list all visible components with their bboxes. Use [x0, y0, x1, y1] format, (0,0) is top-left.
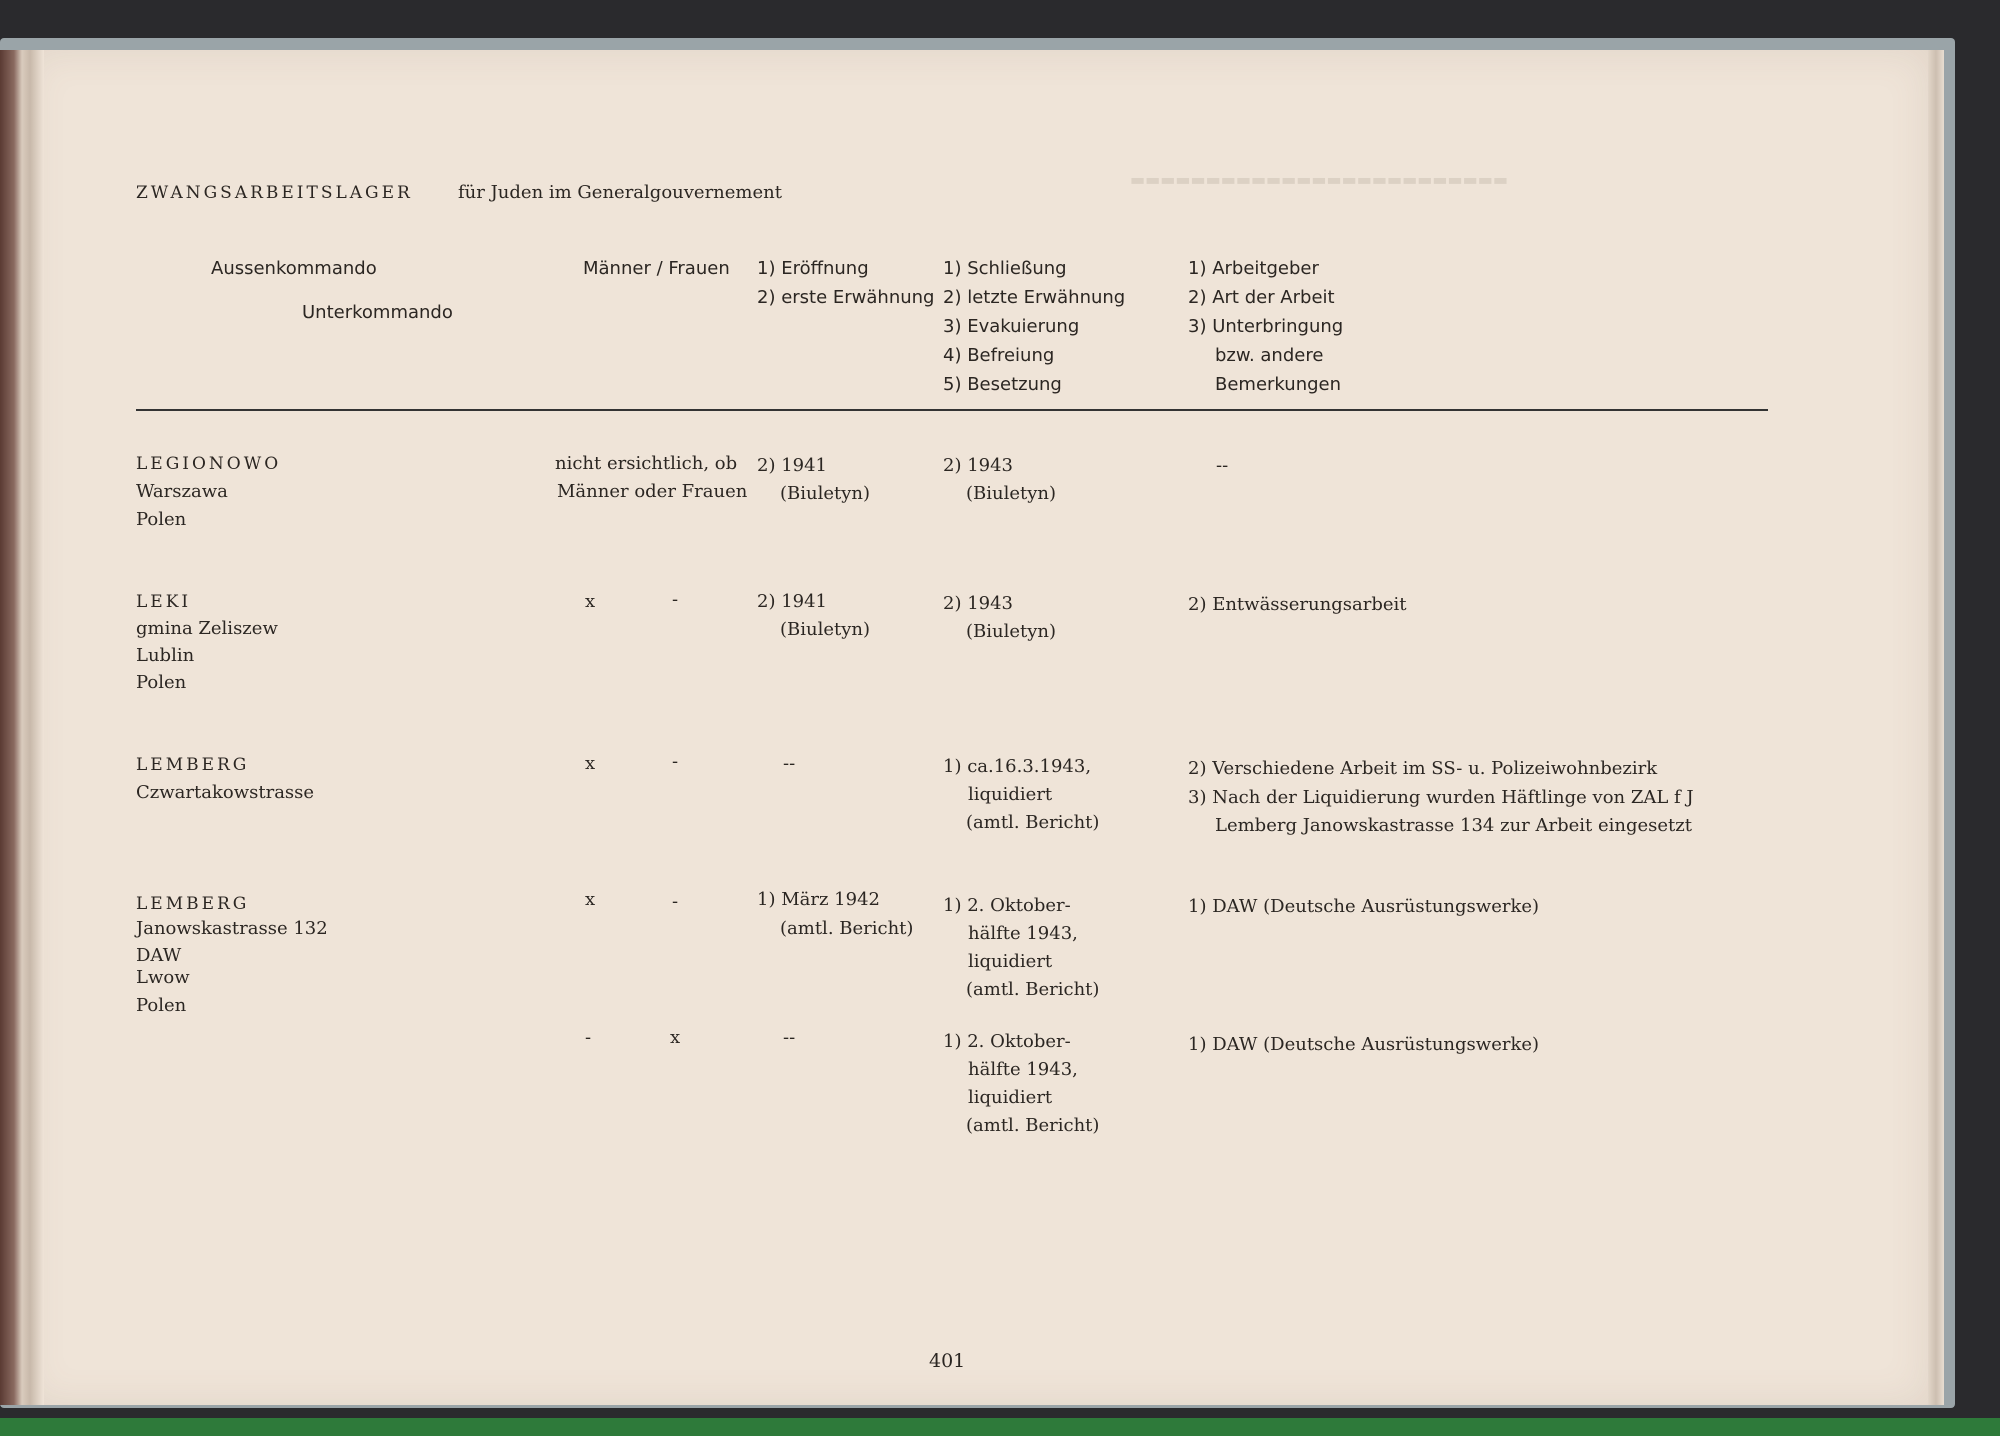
row-close: liquidiert	[968, 951, 1053, 972]
row-men-mark: x	[585, 889, 596, 910]
row-place-line: Polen	[136, 672, 187, 693]
header-col4-line: 3) Evakuierung	[943, 316, 1080, 337]
row-close: liquidiert	[968, 784, 1053, 805]
row-place-name: LEGIONOWO	[136, 454, 282, 474]
row-place-line: Polen	[136, 995, 187, 1016]
book-spine	[0, 50, 44, 1405]
row-close: (amtl. Bericht)	[966, 979, 1100, 1000]
page-subtitle: für Juden im Generalgouvernement	[458, 182, 782, 203]
header-col4-line: 5) Besetzung	[943, 374, 1062, 395]
row-remark: 2) Entwässerungsarbeit	[1188, 594, 1407, 615]
page-title: ZWANGSARBEITSLAGER	[136, 183, 413, 203]
row-place-name: LEMBERG	[136, 894, 250, 914]
row-place-line: Lublin	[136, 645, 195, 666]
row-close: (Biuletyn)	[966, 621, 1057, 642]
row-place-line: Lwow	[136, 967, 190, 988]
row-place-line: Polen	[136, 509, 187, 530]
row-mf-note: nicht ersichtlich, ob	[555, 453, 738, 474]
header-col5-line: Bemerkungen	[1215, 374, 1342, 395]
row-open: --	[783, 1027, 796, 1048]
header-col3-line: 2) erste Erwähnung	[757, 287, 935, 308]
row-place-line: DAW	[136, 945, 182, 966]
row-remark: Lemberg Janowskastrasse 134 zur Arbeit eingesetzt	[1215, 815, 1692, 836]
row-remark: --	[1216, 455, 1229, 476]
row-women-mark: -	[672, 751, 679, 772]
row-men-mark: -	[585, 1027, 592, 1048]
row-close: hälfte 1943,	[968, 923, 1078, 944]
row-open: 2) 1941	[757, 455, 828, 476]
row-close: 1) 2. Oktober-	[943, 1031, 1071, 1052]
row-remark: 1) DAW (Deutsche Ausrüstungswerke)	[1188, 1034, 1540, 1055]
header-maenner-frauen: Männer / Frauen	[583, 258, 730, 279]
row-open: (Biuletyn)	[780, 619, 871, 640]
row-women-mark: -	[672, 891, 679, 912]
row-women-mark: x	[670, 1027, 681, 1048]
row-men-mark: x	[585, 753, 596, 774]
row-open: 2) 1941	[757, 591, 828, 612]
row-close: 1) ca.16.3.1943,	[943, 756, 1092, 777]
book-page	[28, 50, 1928, 1405]
row-place-line: Warszawa	[136, 481, 228, 502]
row-close: 1) 2. Oktober-	[943, 895, 1071, 916]
row-open: --	[783, 753, 796, 774]
row-place-line: Czwartakowstrasse	[136, 782, 315, 803]
row-mf-note: Männer oder Frauen	[557, 481, 748, 502]
page-edges	[1928, 50, 1944, 1405]
row-open: (amtl. Bericht)	[780, 918, 914, 939]
row-close: 2) 1943	[943, 593, 1014, 614]
row-place-line: gmina Zeliszew	[136, 618, 278, 639]
page-number: 401	[929, 1350, 966, 1372]
row-close: (Biuletyn)	[966, 483, 1057, 504]
row-place-line: Janowskastrasse 132	[136, 918, 328, 939]
row-place-name: LEMBERG	[136, 755, 250, 775]
row-close: hälfte 1943,	[968, 1059, 1078, 1080]
row-close: liquidiert	[968, 1087, 1053, 1108]
row-close: (amtl. Bericht)	[966, 812, 1100, 833]
row-open: 1) März 1942	[757, 889, 880, 910]
header-col5-line: 1) Arbeitgeber	[1188, 258, 1319, 279]
row-close: 2) 1943	[943, 455, 1014, 476]
row-remark: 2) Verschiedene Arbeit im SS- u. Polizeiwohnbezirk	[1188, 758, 1658, 779]
header-col3-line: 1) Eröffnung	[757, 258, 869, 279]
row-open: (Biuletyn)	[780, 483, 871, 504]
header-col5-line: bzw. andere	[1215, 345, 1324, 366]
row-place-name: LEKI	[136, 592, 192, 612]
header-divider	[136, 409, 1768, 411]
row-remark: 3) Nach der Liquidierung wurden Häftlinge von ZAL f J	[1188, 787, 1694, 808]
header-col4-line: 2) letzte Erwähnung	[943, 287, 1126, 308]
header-aussenkommando: Aussenkommando	[211, 258, 377, 279]
row-men-mark: x	[585, 591, 596, 612]
row-close: (amtl. Bericht)	[966, 1115, 1100, 1136]
row-remark: 1) DAW (Deutsche Ausrüstungswerke)	[1188, 896, 1540, 917]
header-col4-line: 1) Schließung	[943, 258, 1067, 279]
show-through: ▬▬▬▬▬▬▬▬▬▬▬▬▬▬▬▬▬▬▬▬▬▬▬▬▬	[1130, 170, 1508, 189]
background-strip	[0, 1418, 2000, 1436]
header-unterkommando: Unterkommando	[302, 302, 453, 323]
row-women-mark: -	[672, 589, 679, 610]
header-col4-line: 4) Befreiung	[943, 345, 1055, 366]
header-col5-line: 3) Unterbringung	[1188, 316, 1344, 337]
header-col5-line: 2) Art der Arbeit	[1188, 287, 1335, 308]
